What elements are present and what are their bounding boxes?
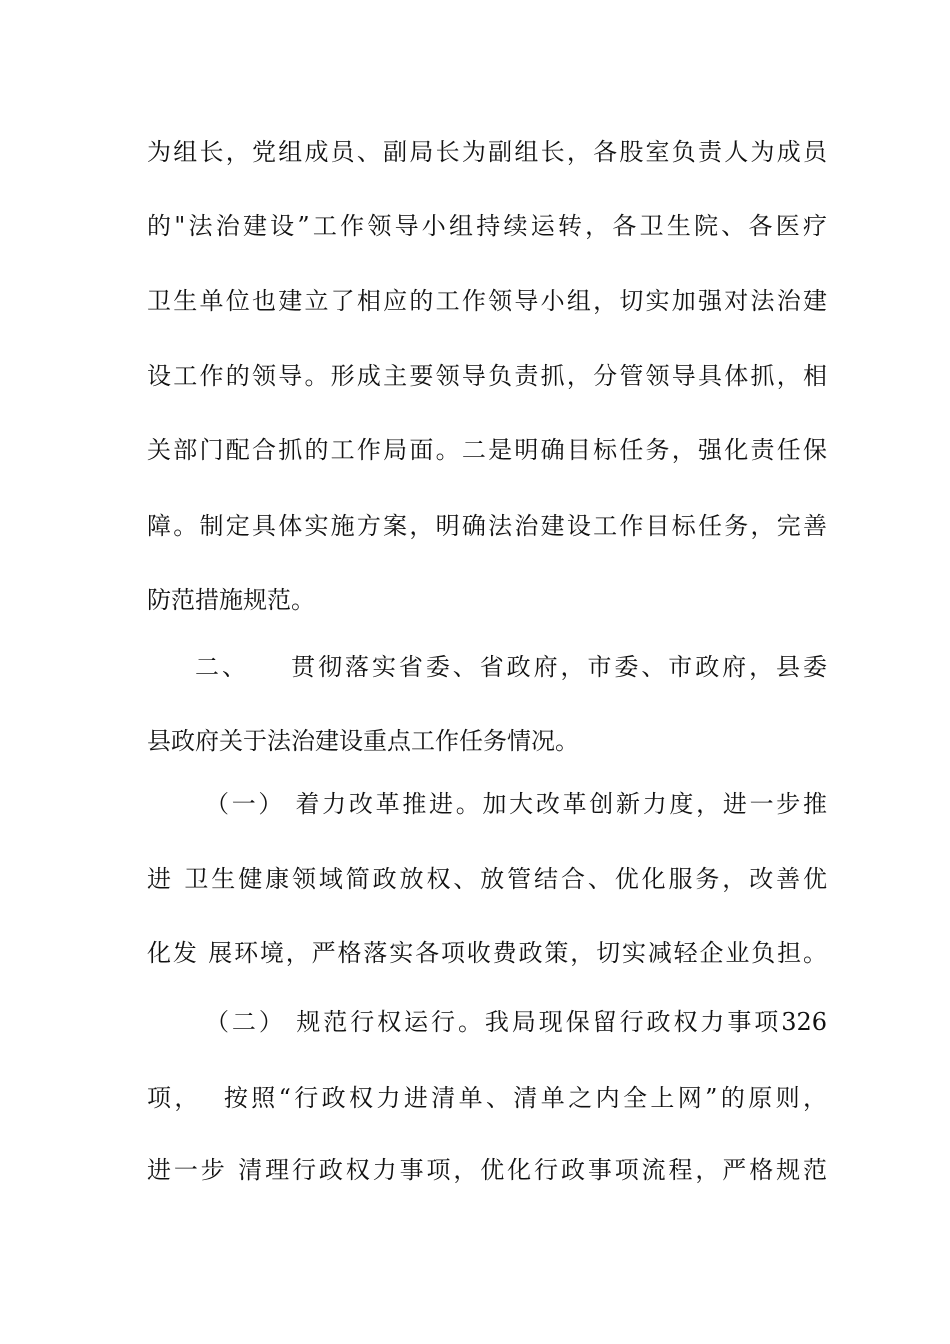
paragraph-line: 障。制定具体实施方案，明确法治建设工作目标任务，完善 xyxy=(147,512,827,540)
paragraph-line: （二） 规范行权运行。我局现保留行政权力事项326 xyxy=(205,1008,827,1036)
paragraph-line: 为组长，党组成员、副局长为副组长，各股室负责人为成员 xyxy=(147,138,827,166)
paragraph-line: 项， 按照“行政权力进清单、清单之内全上网”的原则， xyxy=(147,1084,827,1112)
paragraph-line: 设工作的领导。形成主要领导负责抓，分管领导具体抓，相 xyxy=(147,362,827,390)
paragraph-line: 进一步 清理行政权力事项，优化行政事项流程，严格规范 xyxy=(147,1156,827,1184)
section-heading-line: 县政府关于法治建设重点工作任务情况。 xyxy=(147,727,579,755)
paragraph-line: 防范措施规范。 xyxy=(147,586,315,614)
paragraph-line: 的"法治建设”工作领导小组持续运转，各卫生院、各医疗 xyxy=(147,212,827,240)
section-heading-line: 二、 贯彻落实省委、省政府，市委、市政府，县委 xyxy=(195,653,827,681)
paragraph-line: 关部门配合抓的工作局面。二是明确目标任务，强化责任保 xyxy=(147,436,827,464)
paragraph-line: 进 卫生健康领域简政放权、放管结合、优化服务，改善优 xyxy=(147,865,827,893)
paragraph-line: 卫生单位也建立了相应的工作领导小组，切实加强对法治建 xyxy=(147,287,827,315)
paragraph-line: 化发 展环境，严格落实各项收费政策，切实减轻企业负担。 xyxy=(147,939,827,967)
paragraph-line: （一） 着力改革推进。加大改革创新力度，进一步推 xyxy=(205,790,827,818)
